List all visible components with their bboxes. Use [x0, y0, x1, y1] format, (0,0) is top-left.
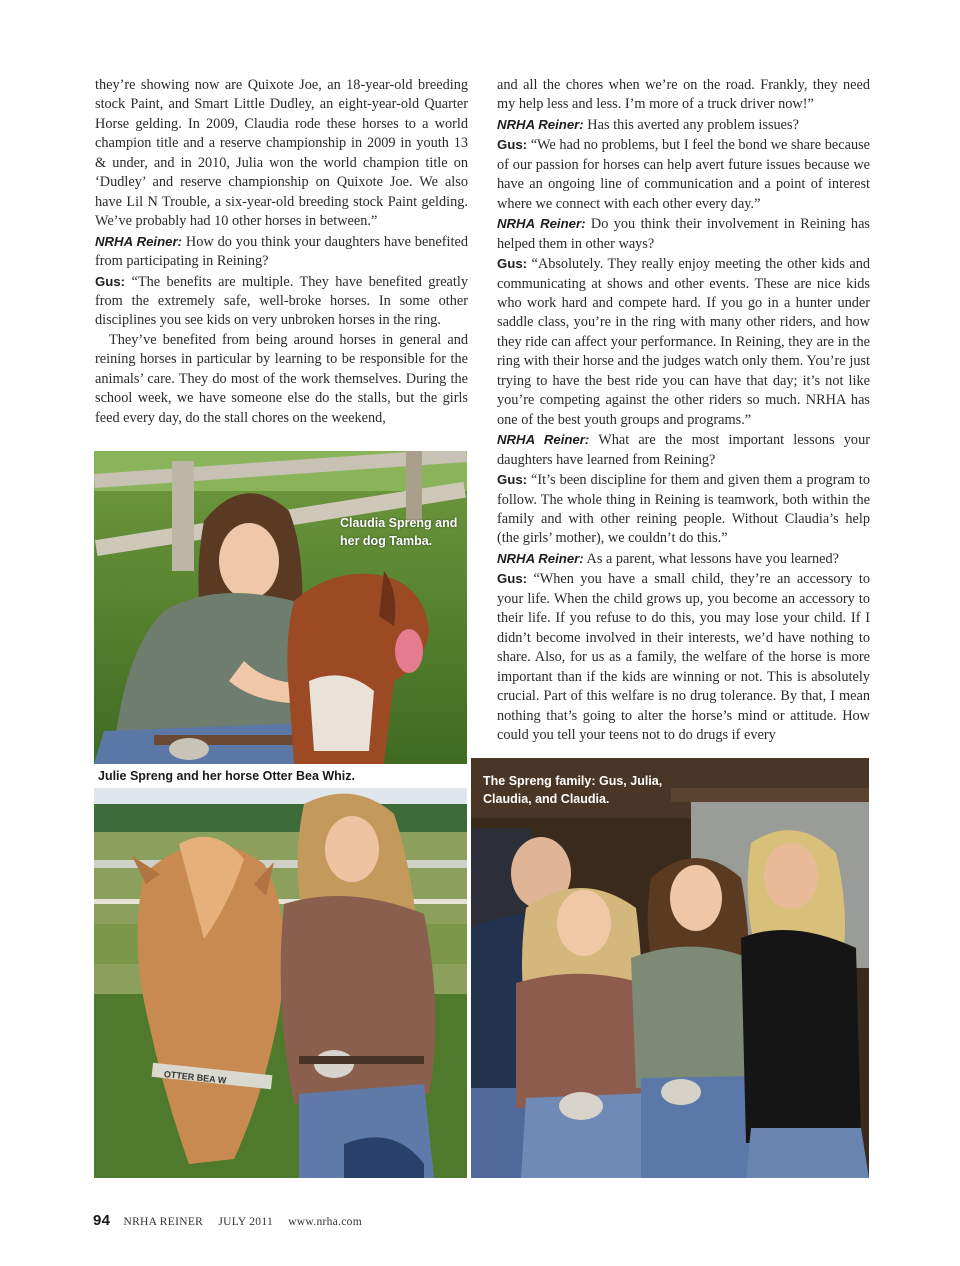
photo-julie-and-horse: [94, 764, 467, 1178]
paragraph-text: and all the chores when we’re on the road. Frankly, they need my help less and less. I’m more of a truck driver now!”: [497, 77, 870, 113]
interviewee-label: Gus:: [95, 273, 126, 289]
family-illustration: [471, 758, 869, 1178]
interviewee-label: Gus:: [497, 571, 528, 587]
issue-date: JULY 2011: [218, 1216, 274, 1228]
interviewer-label: NRHA Reiner:: [497, 432, 590, 448]
page-footer: [93, 1212, 362, 1229]
article-paragraph: [497, 470, 870, 549]
article-paragraph: [95, 272, 468, 331]
interviewer-label: NRHA Reiner:: [95, 233, 183, 249]
article-paragraph: [497, 569, 870, 745]
paragraph-text: they’re showing now are Quixote Joe, an 18-year-old breeding stock Paint, and Smart Little Dudley, an eight-year-old Quarter Horse gelding. In 2009, Claudia rode these horses to a world champion title and a reserve championship in 2009 in youth 13 & under, and in 2010, Julia won the world champion title on ‘Dudley’ and reserve championship on Quixote Joe. We also have Lil N Trouble, a six-year-old breeding stock Paint gelding. We’ve probably had 10 other horses in between.”: [95, 77, 468, 230]
interviewer-label: NRHA Reiner:: [497, 116, 584, 132]
article-paragraph: [497, 214, 870, 254]
interviewee-label: Gus:: [497, 256, 528, 272]
article-paragraph: [95, 232, 468, 272]
page-number: 94: [93, 1212, 111, 1229]
interviewer-label: NRHA Reiner:: [497, 216, 586, 232]
caption-julie-photo: Julie Spreng and her horse Otter Bea Whiz.: [98, 769, 355, 783]
paragraph-text: Do you think their involvement in Reining has helped them in other ways?: [497, 216, 870, 252]
website-link[interactable]: www.nrha.com: [288, 1216, 362, 1228]
caption-family-photo: The Spreng family: Gus, Julia, Claudia, and Claudia.: [483, 774, 663, 806]
paragraph-text: “It’s been discipline for them and given them a program to follow. The whole thing in Reining is teamwork, both within the family and with other reining people. Without Claudia’s help (the girls’ mother), we couldn’t do this.”: [497, 472, 870, 547]
article-paragraph: [95, 76, 468, 232]
photo-claudia-and-dog: [94, 451, 467, 764]
article-column-right: [497, 76, 870, 745]
article-paragraph: [497, 135, 870, 214]
article-paragraph: [497, 430, 870, 470]
article-column-left: [95, 76, 468, 428]
paragraph-text: Has this averted any problem issues?: [587, 116, 799, 133]
article-paragraph: [95, 331, 468, 428]
paragraph-text: “When you have a small child, they’re an accessory to your life. When the child grows up, you become an accessory to their life. If you refuse to do this, you may lose your child. If I didn’t become involved in their interests, we’d have nothing to share. Also, for us as a family, the welfare of the horse is more important than if the kids are winning or not. This is absolutely crucial. Part of this welfare is no drug tolerance. By that, I mean nothing that’s going to alter the horse’s mind or attitude. How could you tell your teens not to do drugs if every: [497, 571, 870, 743]
article-paragraph: [497, 549, 870, 569]
article-paragraph: [497, 254, 870, 430]
article-paragraph: [497, 76, 870, 115]
paragraph-text: “The benefits are multiple. They have benefited greatly from the extremely safe, well-broke horses. In some other disciplines you see kids on very unbroken horses in the ring.: [95, 273, 469, 329]
paragraph-text: They’ve benefited from being around horses in general and reining horses in particular by learning to be responsible for the animals’ care. They do most of the work themselves. During the school week, we have someone else do the stalls, but the girls feed every day, do the stall chores on the weekend,: [95, 331, 468, 426]
magazine-name: NRHA REINER: [123, 1216, 204, 1228]
interviewee-label: Gus:: [497, 137, 528, 153]
julie-horse-illustration: [94, 764, 467, 1178]
paragraph-text: How do you think your daughters have benefited from participating in Reining?: [95, 233, 468, 270]
paragraph-text: “Absolutely. They really enjoy meeting the other kids and communicating at shows and other events. These are nice kids who work hard and compete hard. If you go in a hunter under saddle class, you’re in the ring with many other riders, and how they ride can affect your performance. In Reining, they are in the ring with their horse and the judges watch only them. You’re just trying to have the best ride you can have that day; it’s not like you’re competing against the other riders so much. NRHA has one of the best youth groups and programs.”: [497, 256, 871, 428]
caption-claudia-photo: Claudia Spreng and her dog Tamba.: [340, 516, 458, 548]
interviewer-label: NRHA Reiner:: [497, 550, 584, 566]
paragraph-text: What are the most important lessons your daughters have learned from Reining?: [497, 432, 870, 468]
photo-spreng-family: [471, 758, 869, 1178]
paragraph-text: “We had no problems, but I feel the bond we share because of our passion for horses can help avert future issues because we have an ongoing line of communication and a point of interest where we connect with each other every day.”: [497, 137, 871, 212]
article-paragraph: [497, 115, 870, 135]
paragraph-text: As a parent, what lessons have you learned?: [586, 550, 840, 567]
halter-text: OTTER BEA W: [163, 1068, 227, 1086]
interviewee-label: Gus:: [497, 472, 528, 488]
claudia-dog-illustration: [94, 451, 467, 764]
